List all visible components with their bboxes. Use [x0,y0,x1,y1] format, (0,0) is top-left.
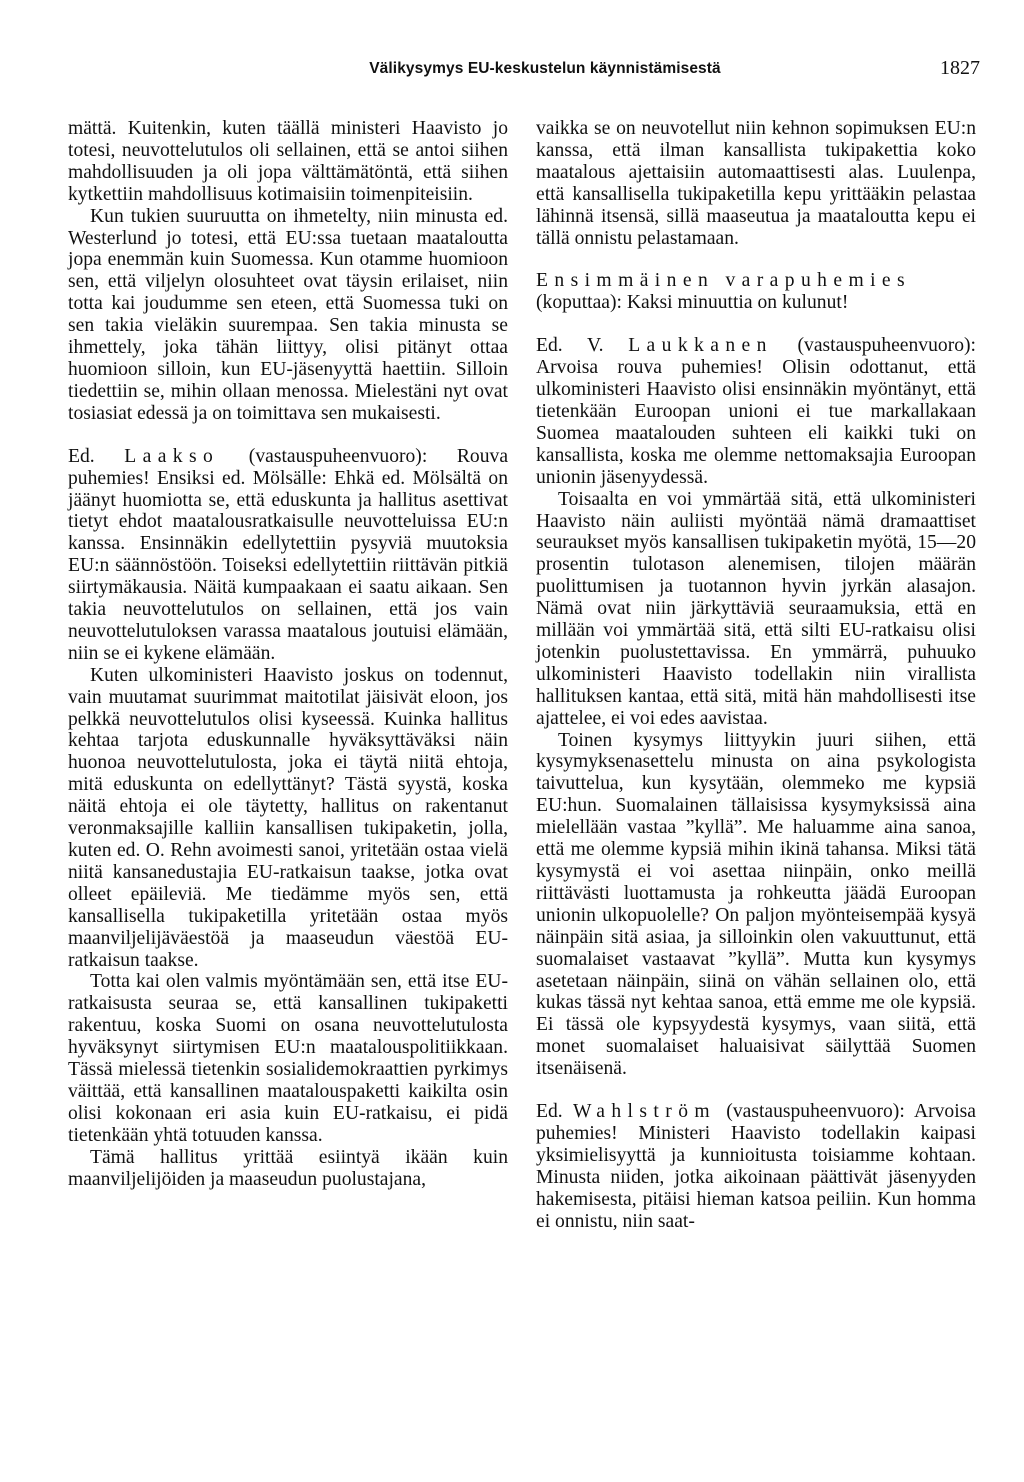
paragraph: Kuten ulkoministeri Haavisto joskus on todennut, vain muutamat suurimmat maitotilat jäisivät eloon, jos pelkkä neuvottelutulos olisi kyseessä. Kuinka hallitus kehtaa tarjota eduskunnalle hyväksyttäväksi näin huonoa neuvottelutulosta, joka ei täytä niitä ehtoja, mitä eduskunta on edellyttänyt? Tästä syystä, koska näitä ehtoja ei ole täytetty, hallitus on rakentanut veronmaksajille kalliin kansallisen tukipaketin, jolla, kuten ed. O. Rehn avoimesti sanoi, yritetään ostaa vielä niitä kansanedustajia EU-ratkaisun taakse, jotka ovat olleet epäileviä. Me tiedämme myös sen, että kansallisella tukipaketilla yritetään ostaa myös maanviljelijäväestöä ja maaseudun väestöä EU-ratkaisun taakse. [68,664,508,971]
speech-laukkanen [536,335,976,488]
speech-text: (vastauspuheenvuoro): Arvoisa puhemies! Ministeri Haavisto todellakin kaipasi yksimielisyyttä ja kunnioitusta toisiamme kohtaan. Minusta niiden, jotka aikoinaan päättivät jäsenyyden hakemisesta, pitäisi hieman katsoa peiliin. Kun homma ei onnistu, niin saat- [536,1101,976,1232]
speech-text: (vastauspuheenvuoro): Arvoisa rouva puhemies! Olisin odottanut, että ulkoministeri Haavisto olisi ensinnäkin myöntänyt, että tietenkään Euroopan unioni ei tue markallakaan Suomea maatalouden suhteen eli kaikki tuki on kansallista, koska me olemme nettomaksajia Euroopan unionin jäsenyydessä. [536,335,976,488]
speaker-name: Laukkanen [628,335,773,357]
paragraph: Toinen kysymys liittyykin juuri siihen, että kysymyksenasettelu minusta on aina psykologista taivuttelua, kun kysytään, olemmeko me kypsiä EU:hun. Suomalainen tällaisissa kysymyksissä aina mielellään vastaa ”kyllä”. Me haluamme aina sanoa, että me olemme kypsiä mihin ikinä tahansa. Miksi tätä kysymystä ei voi asettaa niinpäin, onko meillä riittävästi luottamusta ja rohkeutta jäädä Euroopan unionin ulkopuolelle? On paljon myönteisempää kysyä näinpäin sitä asiaa, ja silloinkin olen vakuuttunut, että suomalaiset vastaavat ”kyllä”. Mutta kun kysymys asetetaan näinpäin, siinä on vähän sellainen olo, että kukas tässä nyt kehtaa sanoa, että emme me ole kypsiä. Ei tässä ole kypsyydestä kysymys, vaan siitä, että monet suomalaiset haluaisivat säilyttää Suomen itsenäisenä. [536,729,976,1080]
paragraph: Totta kai olen valmis myöntämään sen, että itse EU-ratkaisusta seuraa se, että kansallinen tukipaketti rakentuu, koska Suomi on osana neuvottelutulosta hyväksynyt siirtymisen EU:n maatalouspolitiikkaan. Tässä mielessä tietenkin sosialidemokraattien pyrkimys väittää, että kansallinen maatalouspaketti kaikilta osin olisi kokonaan eri asia kuin EU-ratkaisu, ei pidä tietenkään yhtä totuuden kanssa. [68,971,508,1146]
speaker-name: Wahlström [572,1101,717,1123]
speaker-prefix: Ed. V. [536,335,629,357]
speaker-name: Laakso [124,445,220,467]
speaker-name: Ensimmäinen varapuhemies [536,270,912,292]
speech-text: (vastauspuheenvuoro): Rouva puhemies! Ensiksi ed. Mölsälle: Ehkä ed. Mölsältä on jäänyt huomiotta se, että eduskunta ja hallitus asettivat tietyt ehdot maatalousratkaisulle neuvotteluissa EU:n kanssa. Ensinnäkin edellytettiin pysyviä muutoksia EU:n säännöstöön. Toiseksi edellytettiin riittävän pitkiä siirtymäkausia. Näitä kumpaakaan ei saatu aikaan. Sen takia neuvottelutulos on sellainen, että jos vain neuvottelutuloksen varassa maatalous joutuisi elämään, niin se ei kykene elämään. [68,445,509,664]
speaker-prefix: Ed. [536,1101,573,1123]
running-title: Välikysymys EU-keskustelun käynnistämisestä [369,60,721,77]
speech-wahlstrom [536,1101,976,1232]
paragraph: Kun tukien suuruutta on ihmetelty, niin minusta ed. Westerlund jo totesi, että EU:ssa tuetaan maataloutta jopa enemmän kuin Suomessa. Kun otamme huomioon sen, että viljelyn olosuhteet ovat täysin erilaiset, niin totta kai joudumme sen eteen, että Suomessa tuki on sen takia vieläkin suurempaa. Sen takia minusta se ihmettely, joka tähän liittyy, olisi pitänyt ottaa huomioon silloin, kun EU-jäsenyyttä haettiin. Silloin tiedettiin se, mihin ollaan menossa. Mielestäni nyt ovat tosiasiat edessä ja on toimittava sen mukaisesti. [68,205,508,424]
right-column [536,118,976,1233]
page-number: 1827 [940,57,980,79]
paragraph: vaikka se on neuvotellut niin kehnon sopimuksen EU:n kanssa, että ilman kansallista tukipakettia koko maatalous ajettaisiin automaattisesti alas. Luulenpa, että kansallisella tukipaketilla kepu yrittääkin pelastaa lähinnä itsensä, sillä maaseutua ja maataloutta kepu ei tällä onnistu pelastamaan. [536,118,976,249]
speech-text: (koputtaa): Kaksi minuuttia on kulunut! [536,292,849,314]
speaker-prefix: Ed. [68,445,125,467]
left-column [68,118,508,1191]
speech-first-deputy-speaker [536,270,976,314]
paragraph: mättä. Kuitenkin, kuten täällä ministeri Haavisto jo totesi, neuvottelutulos oli sellainen, että se antoi siihen mahdollisuuden ja oli jopa välttämätöntä, että siihen kytkettiin mahdollisuus kotimaisiin toimenpiteisiin. [68,118,508,205]
paragraph: Tämä hallitus yrittää esiintyä ikään kuin maanviljelijöiden ja maaseudun puolustajana, [68,1146,508,1190]
speech-laakso [68,446,508,665]
paragraph: Toisaalta en voi ymmärtää sitä, että ulkoministeri Haavisto näin auliisti myöntää nämä dramaattiset seuraukset myös kansallisen tukipaketin myötä, 15—20 prosentin tulotason alenemisen, tilojen määrän puolittumisen ja tuotannon hyvin jyrkän alasajon. Nämä ovat niin järkyttäviä seuraamuksia, että en millään voi ymmärtää sitä, että silti EU-ratkaisu olisi jotenkin puolustettavissa. En ymmärrä, puhuuko ulkoministeri Haavisto todellakin niin virallista hallituksen kantaa, että sitä, mitä hän mahdollisesti itse ajattelee, ei voi edes aavistaa. [536,488,976,729]
